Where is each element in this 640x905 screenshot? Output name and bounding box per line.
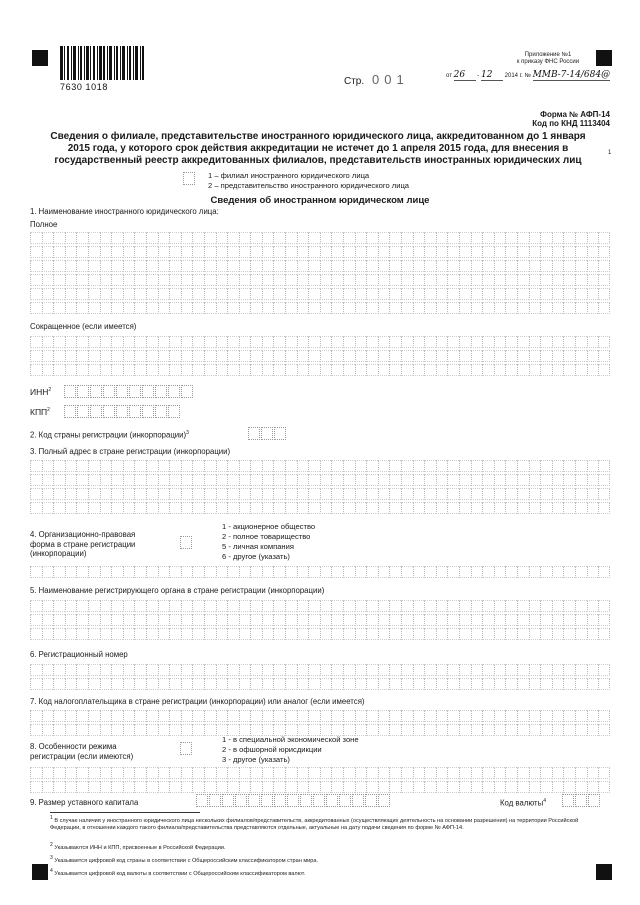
footnote-4-text: Указывается цифровой код валюты в соответствии с Общероссийским классификатором валют. <box>54 870 306 877</box>
section-title: Сведения об иностранном юридическом лице <box>210 195 430 206</box>
entity-type-option-1: 1 – филиал иностранного юридического лица <box>208 171 370 180</box>
title-line1: Сведения о филиале, представительстве иностранного юридического лица, аккредитованном до 1 января <box>50 131 586 142</box>
legal-form-label-1: 4. Организационно-правовая <box>30 530 136 539</box>
legal-form-label <box>30 530 135 559</box>
regime-box[interactable] <box>180 742 192 755</box>
full-name-row-4[interactable] <box>30 274 610 286</box>
order-from: от <box>446 73 452 79</box>
full-name-row-6[interactable] <box>30 302 610 314</box>
country-code-label-text: 2. Код страны регистрации (инкорпорации) <box>30 430 187 440</box>
legal-form-other-row[interactable] <box>30 566 610 578</box>
regime-label-2: регистрации (если имеются) <box>30 752 134 761</box>
footnote-3 <box>50 855 610 865</box>
order-date-line: от 26 - 12 2014 г. № ММВ-7-14/684@ <box>446 70 611 80</box>
order-line2: к приказу ФНС России <box>516 59 580 65</box>
page-number: 001 <box>372 72 409 87</box>
order-line1: Приложение №1 <box>524 52 572 58</box>
regime-option-3: 3 - другое (указать) <box>222 755 290 764</box>
full-name-row-3[interactable] <box>30 260 610 272</box>
inn-label <box>30 387 51 397</box>
order-number: ММВ-7-14/684@ <box>532 70 611 80</box>
country-code-boxes[interactable] <box>248 427 287 440</box>
corner-marker-top-right <box>596 50 612 66</box>
footnote-4 <box>50 868 610 878</box>
legal-form-option-1: 1 - акционерное общество <box>222 522 316 531</box>
regime-other-row-1[interactable] <box>30 767 610 779</box>
order-no-label: № <box>524 73 531 79</box>
title-footnote-ref: 1 <box>608 150 612 156</box>
footnote-1 <box>50 815 610 833</box>
footnote-2-number: 2 <box>50 842 53 848</box>
reg-number-row-1[interactable] <box>30 664 610 676</box>
order-month: 12 <box>481 70 503 81</box>
entity-type-options <box>208 171 409 191</box>
inn-label-text: ИНН <box>30 387 49 397</box>
short-name-label: Сокращенное (если имеется) <box>30 322 137 331</box>
country-code-label <box>30 430 189 440</box>
kpp-label-text: КПП <box>30 407 48 417</box>
order-year: 2014 г. <box>504 73 523 79</box>
order-day: 26 <box>454 70 476 81</box>
regime-label <box>30 742 133 762</box>
page-label: Стр. <box>344 76 365 87</box>
legal-form-option-2: 2 - полное товарищество <box>222 532 311 541</box>
footnote-4-number: 4 <box>50 868 53 874</box>
footnote-1-text: В случае наличия у иностранного юридического лица нескольких филиалов/представительств, аккредитованных (осуществляющих деятельность на основании разрешения) на территории Российской Федерации, в отношении каждого такого филиала/представительства представляются отдельные, актуальные на дату подачи сведения по форме № АФП-14. <box>50 817 579 832</box>
full-name-row-1[interactable] <box>30 232 610 244</box>
address-row-1[interactable] <box>30 460 610 472</box>
entity-type-option-2: 2 – представительство иностранного юридического лица <box>208 181 410 190</box>
full-name-row-2[interactable] <box>30 246 610 258</box>
reg-number-label: 6. Регистрационный номер <box>30 650 128 659</box>
corner-marker-bottom-left <box>32 864 48 880</box>
barcode <box>60 46 144 80</box>
address-label: 3. Полный адрес в стране регистрации (инкорпорации) <box>30 447 231 456</box>
kpp-boxes[interactable] <box>64 405 181 418</box>
legal-form-option-4: 6 - другое (указать) <box>222 552 290 561</box>
capital-label: 9. Размер уставного капитала <box>30 798 139 807</box>
address-row-4[interactable] <box>30 502 610 514</box>
barcode-number: 7630 1018 <box>60 82 108 92</box>
capital-boxes[interactable] <box>196 794 391 807</box>
footnote-2-text: Указываются ИНН и КПП, присвоенные в Российской Федерации. <box>54 844 226 851</box>
footnote-2 <box>50 842 610 852</box>
legal-form-options <box>222 522 315 562</box>
reg-body-row-3[interactable] <box>30 628 610 640</box>
regime-label-1: 8. Особенности режима <box>30 742 117 751</box>
country-footnote-ref: 3 <box>186 430 189 436</box>
currency-boxes[interactable] <box>562 794 601 807</box>
title-line2: 2015 года, у которого срок действия аккредитации не истечет до 1 апреля 2015 года, для внесения в <box>67 143 569 154</box>
title-line3: государственный реестр аккредитованных филиалов, представительств иностранных юридических лиц <box>54 155 582 166</box>
legal-form-box[interactable] <box>180 536 192 549</box>
regime-option-2: 2 - в офшорной юрисдикции <box>222 745 322 754</box>
taxpayer-code-label: 7. Код налогоплательщика в стране регистрации (инкорпорации) или аналог (если имеется) <box>30 697 365 706</box>
legal-form-option-3: 5 - личная компания <box>222 542 294 551</box>
footnote-3-text: Указывается цифровой код страны в соответствии с Общероссийским классификатором стран мира. <box>54 857 319 864</box>
name-label: 1. Наименование иностранного юридического лица: <box>30 207 219 216</box>
inn-footnote-ref: 2 <box>48 387 52 394</box>
address-row-3[interactable] <box>30 488 610 500</box>
full-name-row-5[interactable] <box>30 288 610 300</box>
inn-boxes[interactable] <box>64 385 194 398</box>
currency-label <box>500 798 546 808</box>
legal-form-label-3: (инкорпорации) <box>30 549 87 558</box>
kpp-label <box>30 407 50 417</box>
regime-other-row-2[interactable] <box>30 781 610 793</box>
currency-label-text: Код валюты <box>500 798 544 808</box>
currency-footnote-ref: 4 <box>543 798 546 804</box>
kpp-footnote-ref: 2 <box>47 407 50 414</box>
short-name-row-3[interactable] <box>30 364 610 376</box>
short-name-row-1[interactable] <box>30 336 610 348</box>
address-row-2[interactable] <box>30 474 610 486</box>
short-name-row-2[interactable] <box>30 350 610 362</box>
regime-options <box>222 735 359 765</box>
footnote-1-number: 1 <box>50 815 53 821</box>
corner-marker-top-left <box>32 50 48 66</box>
entity-type-box[interactable] <box>183 172 195 185</box>
reg-body-label: 5. Наименование регистрирующего органа в стране регистрации (инкорпорации) <box>30 586 325 595</box>
legal-form-label-2: форма в стране регистрации <box>30 539 136 549</box>
reg-number-row-2[interactable] <box>30 678 610 690</box>
regime-option-1: 1 - в специальной экономической зоне <box>222 735 359 744</box>
reg-body-row-2[interactable] <box>30 614 610 626</box>
footnote-3-number: 3 <box>50 855 53 861</box>
full-name-label: Полное <box>30 220 58 229</box>
form-name: Форма № АФП-14 <box>540 110 610 119</box>
reg-body-row-1[interactable] <box>30 600 610 612</box>
taxpayer-code-row-1[interactable] <box>30 710 610 722</box>
form-knd: Код по КНД 1113404 <box>532 119 610 128</box>
footnote-divider <box>50 812 200 813</box>
